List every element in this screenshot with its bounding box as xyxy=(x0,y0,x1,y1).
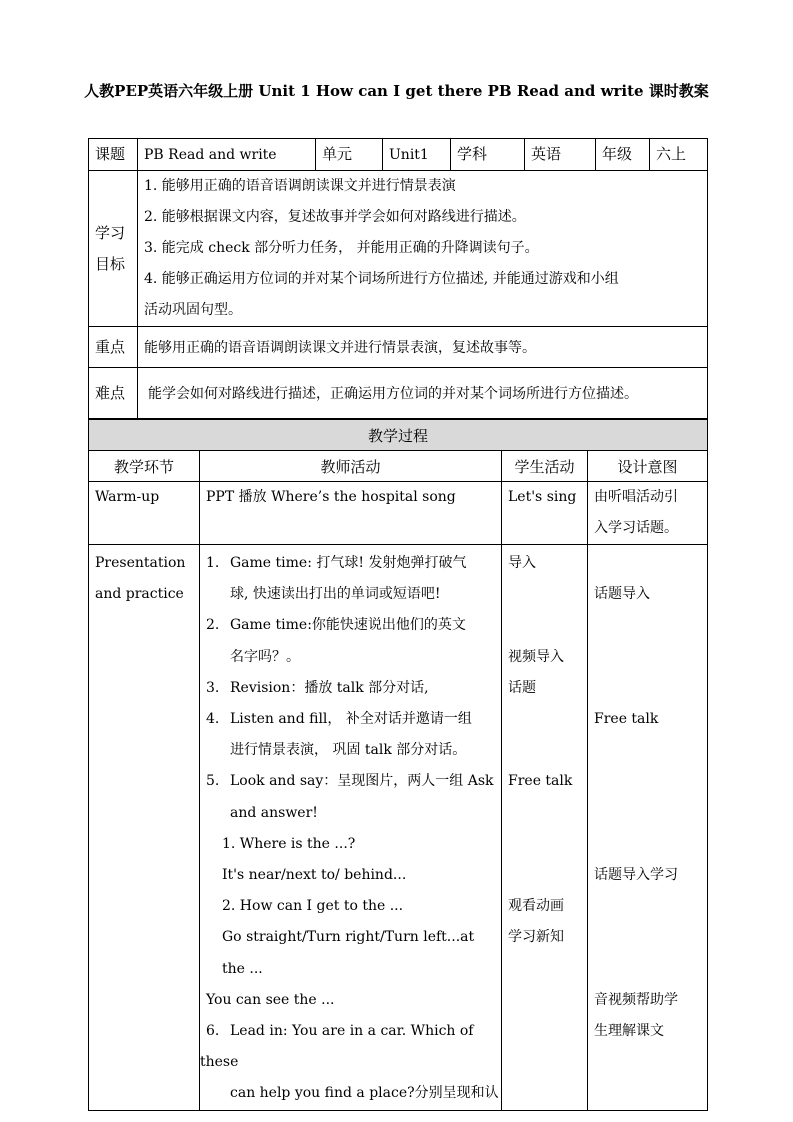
presentation-student xyxy=(502,545,588,1111)
design-intent-line xyxy=(594,610,707,641)
design-intent-line xyxy=(594,954,707,985)
teacher-activity-line xyxy=(200,735,501,766)
presentation-teacher xyxy=(200,545,502,1111)
student-activity-line xyxy=(508,798,587,829)
teacher-activity-line xyxy=(200,891,501,922)
design-intent-line xyxy=(594,673,707,704)
teacher-activity-text: Revision：播放 talk 部分对话, xyxy=(230,679,429,696)
presentation-intent xyxy=(588,545,708,1111)
grade-label: 年级 xyxy=(596,139,650,171)
student-activity-line: 视频导入 xyxy=(508,648,564,665)
teacher-activity-text: Game time: 打气球! 发射炮弹打破气 xyxy=(230,555,467,571)
design-intent-line xyxy=(594,735,707,766)
presentation-stage-line: and practice xyxy=(95,586,184,602)
difficulty-label: 难点 xyxy=(89,368,138,419)
unit-label: 单元 xyxy=(316,139,383,171)
warmup-teacher: PPT 播放 Where’s the hospital song xyxy=(200,482,502,545)
teacher-activity-line xyxy=(200,1078,501,1109)
teacher-activity-line xyxy=(200,798,501,829)
teacher-activity-text: You can see the ... xyxy=(206,991,335,1008)
topic-label: 课题 xyxy=(89,139,138,171)
teacher-activity-text: 进行情景表演， 巩固 talk 部分对话。 xyxy=(230,742,467,759)
column-header-teacher: 教师活动 xyxy=(200,451,502,482)
objective-item: 4. 能够正确运用方位词的并对某个词场所进行方位描述, 并能通过游戏和小组 xyxy=(144,271,619,287)
teacher-activity-text: It's near/next to/ behind... xyxy=(222,867,407,884)
column-header-student: 学生活动 xyxy=(502,451,588,482)
teacher-activity-text: Lead in: You are in a car. Which of these xyxy=(200,1023,474,1071)
teacher-activity-line xyxy=(200,829,501,860)
teacher-activity-text: and answer! xyxy=(230,804,318,821)
objective-item: 活动巩固句型。 xyxy=(144,302,242,318)
warmup-student: Let's sing xyxy=(502,482,588,545)
design-intent-line: Free talk xyxy=(594,711,659,728)
teacher-activity-line xyxy=(200,1016,501,1078)
teacher-activity-line xyxy=(200,704,501,735)
presentation-stage xyxy=(89,545,200,1111)
subject-value: 英语 xyxy=(525,139,596,171)
design-intent-line xyxy=(594,829,707,860)
column-header-intent: 设计意图 xyxy=(588,451,708,482)
teacher-activity-text: 球, 快速读出打出的单词或短语吧! xyxy=(230,586,441,603)
table-row xyxy=(89,545,708,1111)
warmup-intent-line: 入学习话题。 xyxy=(594,520,678,536)
design-intent-line xyxy=(594,922,707,953)
design-intent-line xyxy=(594,642,707,673)
teacher-activity-line xyxy=(200,642,501,673)
teacher-activity-text: Game time:你能快速说出他们的英文 xyxy=(230,617,466,634)
student-activity-line xyxy=(508,579,587,610)
design-intent-line: 话题导入 xyxy=(594,586,650,603)
lesson-info-table xyxy=(88,138,708,419)
process-heading: 教学过程 xyxy=(89,420,708,451)
teacher-activity-text: 2. How can I get to the ... xyxy=(222,898,404,915)
student-activity-line: Free talk xyxy=(508,773,573,790)
teacher-activity-text: Listen and fill， 补全对话并邀请一组 xyxy=(230,711,472,728)
teacher-activity-text: Go straight/Turn right/Turn left...at the ... xyxy=(222,929,475,977)
presentation-stage-line: Presentation xyxy=(95,555,186,571)
design-intent-line: 音视频帮助学 xyxy=(594,991,678,1008)
unit-value: Unit1 xyxy=(383,139,451,171)
teacher-activity-text: 名字吗？。 xyxy=(230,648,300,665)
warmup-stage: Warm-up xyxy=(89,482,200,545)
list-number: 1. xyxy=(206,555,220,571)
objectives-label xyxy=(89,171,138,327)
warmup-intent xyxy=(588,482,708,545)
list-number: 5. xyxy=(206,773,220,790)
teacher-activity-text: can help you find a place?分别呈现和认 xyxy=(230,1085,499,1102)
teacher-activity-line xyxy=(200,610,501,641)
design-intent-line: 话题导入学习 xyxy=(594,867,678,884)
teacher-activity-text: 1. Where is the ...? xyxy=(222,835,356,852)
objectives-label-line1: 学习 xyxy=(95,223,126,242)
student-activity-line xyxy=(508,829,587,860)
list-number: 6. xyxy=(206,1023,220,1040)
objectives-label-line2: 目标 xyxy=(95,254,126,273)
table-row xyxy=(89,482,708,545)
list-number: 4. xyxy=(206,711,220,728)
design-intent-line xyxy=(594,891,707,922)
student-activity-line xyxy=(508,610,587,641)
teaching-process-table xyxy=(88,419,708,1111)
teacher-activity-line xyxy=(200,985,501,1016)
list-number: 3. xyxy=(206,679,220,696)
key-point-label: 重点 xyxy=(89,327,138,368)
teacher-activity-line xyxy=(200,579,501,610)
student-activity-line: 话题 xyxy=(508,679,536,696)
objective-item: 1. 能够用正确的语音语调朗读课文并进行情景表演 xyxy=(144,178,456,194)
grade-value: 六上 xyxy=(650,139,708,171)
list-number: 2. xyxy=(206,617,220,634)
teacher-activity-line xyxy=(200,673,501,704)
student-activity-line: 导入 xyxy=(508,555,536,571)
page-title: 人教PEP英语六年级上册 Unit 1 How can I get there PB Read and write 课时教案 xyxy=(84,82,709,100)
teacher-activity-text: Look and say：呈现图片，两人一组 Ask xyxy=(230,773,494,790)
design-intent-line xyxy=(594,548,707,579)
difficulty-text: 能学会如何对路线进行描述，正确运用方位词的并对某个词场所进行方位描述。 xyxy=(138,368,708,419)
key-point-text: 能够用正确的语音语调朗读课文并进行情景表演，复述故事等。 xyxy=(138,327,708,368)
student-activity-line xyxy=(508,735,587,766)
subject-label: 学科 xyxy=(451,139,525,171)
design-intent-line: 生理解课文 xyxy=(594,1023,664,1040)
student-activity-line: 学习新知 xyxy=(508,929,564,946)
topic-value: PB Read and write xyxy=(138,139,316,171)
design-intent-line xyxy=(594,766,707,797)
teacher-activity-line xyxy=(200,766,501,797)
warmup-intent-line: 由听唱活动引 xyxy=(594,489,678,505)
student-activity-line: 观看动画 xyxy=(508,898,564,915)
teacher-activity-line xyxy=(200,860,501,891)
student-activity-line xyxy=(508,704,587,735)
objectives-list xyxy=(138,171,708,327)
student-activity-line xyxy=(508,860,587,891)
teacher-activity-line xyxy=(200,548,501,579)
column-header-stage: 教学环节 xyxy=(89,451,200,482)
design-intent-line xyxy=(594,798,707,829)
teacher-activity-line xyxy=(200,922,501,984)
objective-item: 2. 能够根据课文内容，复述故事并学会如何对路线进行描述。 xyxy=(144,209,526,225)
objective-item: 3. 能完成 check 部分听力任务， 并能用正确的升降调读句子。 xyxy=(144,240,539,256)
